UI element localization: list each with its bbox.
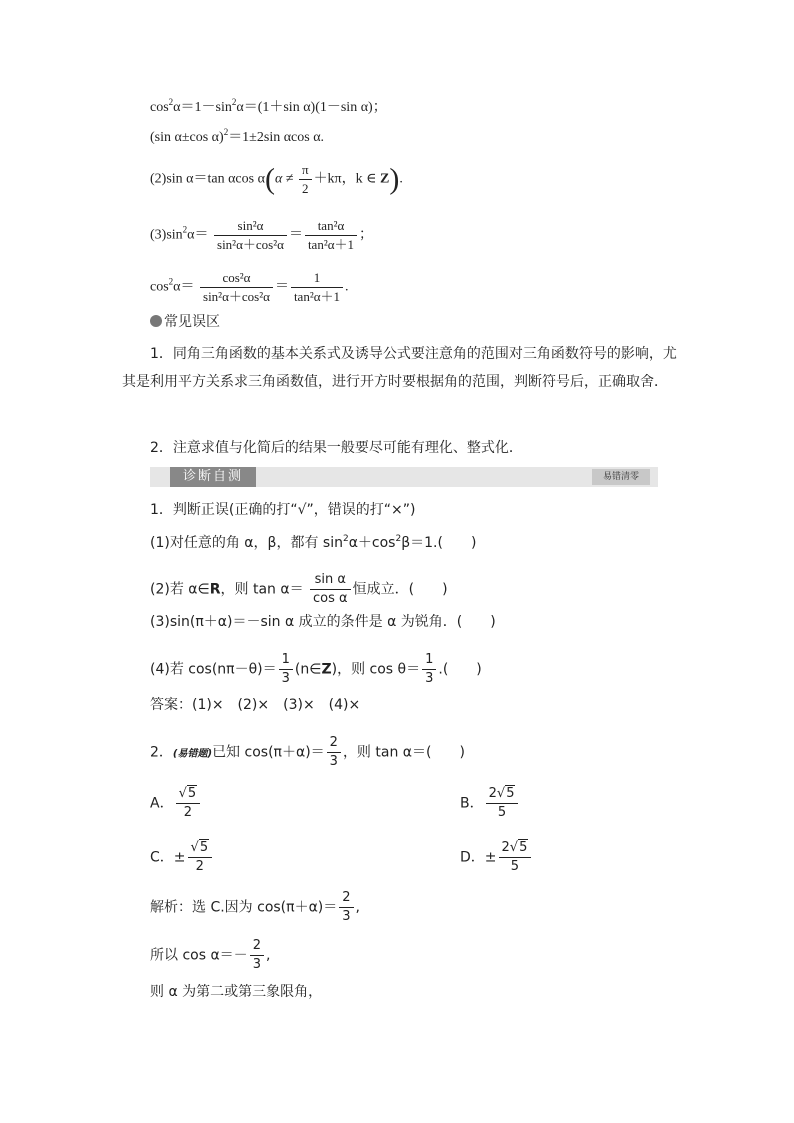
solution-line-2: 所以 cos α＝－ $\frac{2}{3}$ , xyxy=(150,938,271,972)
formula-line-3: (2)sin α＝tan αcos α(α ≠ $\frac{\pi}{2}$ ＋kπ，k ∈ Z). xyxy=(150,162,403,196)
solution-line-1: 解析：选 C.因为 cos(π＋α)＝ $\frac{2}{3}$ , xyxy=(150,890,360,924)
question-1-1: (1)对任意的角 α，β，都有 $\sin^2\alpha+\cos^2\beta=1$.( ) xyxy=(150,534,477,551)
formula-line-2: (sin α±cos α)$^2$＝1±2sin αcos α. xyxy=(150,127,325,145)
option-c[interactable]: C．± $\frac{√5}{2}$ xyxy=(150,840,214,875)
section-heading-common-mistakes: 常见误区 xyxy=(150,312,220,332)
question-1: 1．判断正误(正确的打“√”，错误的打“×”) xyxy=(150,502,416,518)
paragraph-1: 1．同角三角函数的基本关系式及诱导公式要注意角的范围对三角函数符号的影响，尤其是利用平方关系求三角函数值，进行开方时要根据角的范围，判断符号后，正确取舍． xyxy=(122,346,677,390)
option-b[interactable]: B． $\frac{2√5}{5}$ xyxy=(460,786,520,821)
question-2: 2．(易错题)已知 cos(π＋α)＝ $\frac{2}{3}$ ，则 tan α＝( ) xyxy=(150,735,465,769)
section-banner xyxy=(150,467,658,487)
formula-line-4: $(3)\sin^2\alpha=$ $\frac{\text{sin²α}}{\text{sin²α＋cos²α}}$ ＝ $\frac{\text{tan²α}}{\text{tan²α＋1}}$ ； xyxy=(150,218,374,252)
formula-line-1: $\cos^2\alpha=1-\sin^2\alpha=(1+\sin$ α)(1－sin α)； xyxy=(150,97,387,115)
formula-line-5: $\cos^2\alpha=$ $\frac{\text{cos²α}}{\text{sin²α＋cos²α}}$ ＝ $\frac{1}{\text{tan²α＋1}}$ . xyxy=(150,270,349,304)
question-1-4: (4)若 cos(nπ－θ)＝ $\frac{1}{3}$ (n∈Z)，则 cos θ＝ $\frac{1}{3}$ .( ) xyxy=(150,652,482,686)
answer-line: 答案：(1)× (2)× (3)× (4)× xyxy=(150,697,361,713)
paragraph-2: 2．注意求值与化简后的结果一般要尽可能有理化、整式化． xyxy=(150,440,523,456)
banner-subtitle: 易错清零 xyxy=(592,469,650,485)
solution-line-3: 则 α 为第二或第三象限角， xyxy=(150,984,323,1000)
banner-title: 诊断自测 xyxy=(170,467,256,487)
option-a[interactable]: A． $\frac{√5}{2}$ xyxy=(150,786,202,821)
question-1-2: (2)若 α∈R，则 tan α＝ $\frac{\text{sin α}}{\text{cos α}}$ 恒成立．( ) xyxy=(150,572,448,606)
question-1-3: (3)sin(π＋α)＝－sin α 成立的条件是 α 为锐角．( ) xyxy=(150,614,496,630)
lightbulb-icon xyxy=(150,315,162,327)
option-d[interactable]: D．± $\frac{2√5}{5}$ xyxy=(460,840,533,875)
